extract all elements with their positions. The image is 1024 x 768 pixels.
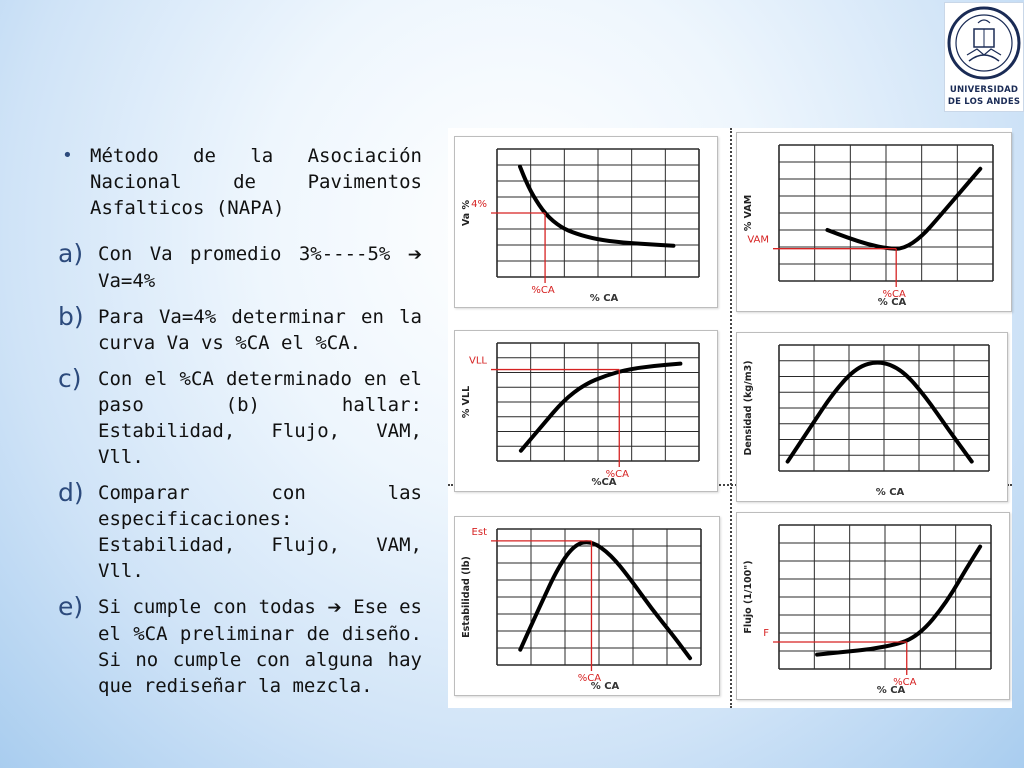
logo-text-line1: UNIVERSIDAD <box>949 85 1019 95</box>
marker-y-label: 4% <box>471 199 487 210</box>
y-axis-label: % VLL <box>461 385 472 419</box>
list-text-a <box>98 241 422 294</box>
marker-annotation <box>471 199 555 296</box>
marker-annotation <box>747 235 906 300</box>
chart-flujo-svg <box>737 513 1009 699</box>
list-text-a-part1: Con Va promedio 3%----5% <box>98 243 391 265</box>
y-axis-label: % VAM <box>743 194 754 232</box>
x-axis-label: % CA <box>877 297 907 308</box>
list-marker-d: d) <box>58 478 84 507</box>
marker-x-label: %CA <box>882 289 906 300</box>
y-axis-label: Estabilidad (lb) <box>461 556 472 638</box>
list-text-e-part1: Si cumple con todas <box>98 596 316 618</box>
marker-x-label: %CA <box>605 469 629 480</box>
series-line <box>520 167 673 246</box>
chart-estabilidad-svg <box>455 517 719 695</box>
bullet-marker: • <box>62 145 73 166</box>
list-text-c: Con el %CA determinado en el paso (b) hallar: Estabilidad, Flujo, VAM, Vll. <box>98 368 422 468</box>
chart-va-svg <box>455 137 717 307</box>
grid <box>497 529 701 665</box>
list-item-d <box>60 480 422 584</box>
series-line <box>521 364 680 451</box>
chart-vll <box>454 330 718 492</box>
chart-flujo <box>736 512 1010 700</box>
vertical-divider <box>730 128 732 708</box>
list-marker-b: b) <box>58 302 84 331</box>
bullet-item <box>60 143 422 221</box>
list-text-a-part2: Va=4% <box>98 270 156 292</box>
y-axis-label: Va % <box>461 199 472 227</box>
marker-y-label: VLL <box>469 355 487 367</box>
chart-vll-svg <box>455 331 717 491</box>
marshall-charts-panel <box>448 128 1012 708</box>
chart-densidad-svg <box>737 333 1007 501</box>
marker-annotation <box>472 527 602 684</box>
chart-densidad <box>736 332 1008 502</box>
list-text-e-part2: Ese es el %CA preliminar de diseño. Si no cumple con alguna hay que rediseñar la mezcla. <box>98 596 422 697</box>
y-axis-label: Densidad (kg/m3) <box>743 360 754 456</box>
method-description <box>60 143 422 699</box>
university-seal-icon <box>947 5 1021 83</box>
right-arrow-icon: ➔ <box>327 598 342 618</box>
list-marker-a: a) <box>58 239 84 268</box>
chart-vam-svg <box>737 133 1011 311</box>
x-axis-label: % CA <box>590 681 620 692</box>
list-item-a <box>60 241 422 294</box>
grid <box>779 145 993 281</box>
right-arrow-icon: ➔ <box>407 245 422 265</box>
chart-estabilidad <box>454 516 720 696</box>
marker-y-label: VAM <box>747 234 769 246</box>
university-logo <box>944 2 1024 112</box>
list-item-c <box>60 366 422 470</box>
list-item-e <box>60 594 422 699</box>
list-marker-e: e) <box>58 592 84 621</box>
x-axis-label: % CA <box>875 487 905 498</box>
chart-va <box>454 136 718 308</box>
x-axis-label: % CA <box>589 293 619 304</box>
marker-x-label: %CA <box>577 673 602 684</box>
bullet-text: Método de la Asociación Nacional de Pavimentos Asfalticos (NAPA) <box>90 145 422 219</box>
list-text-b: Para Va=4% determinar en la curva Va vs %CA el %CA. <box>98 306 422 354</box>
marker-y-label: Est <box>471 526 487 538</box>
x-axis-label: %CA <box>591 477 617 488</box>
y-axis-label: Flujo (1/100") <box>743 560 754 634</box>
list-text-e <box>98 594 422 699</box>
series-line <box>788 363 972 462</box>
chart-vam <box>736 132 1012 312</box>
list-text-d: Comparar con las especificaciones: Estabilidad, Flujo, VAM, Vll. <box>98 482 422 582</box>
logo-text-line2: DE LOS ANDES <box>947 97 1021 107</box>
x-axis-label: % CA <box>876 685 906 696</box>
series-line <box>520 542 690 658</box>
list-marker-c: c) <box>58 364 82 393</box>
list-item-b <box>60 304 422 356</box>
marker-x-label: %CA <box>893 677 917 688</box>
marker-x-label: %CA <box>531 285 555 296</box>
marker-y-label: F <box>763 628 769 639</box>
marker-annotation <box>763 628 916 688</box>
